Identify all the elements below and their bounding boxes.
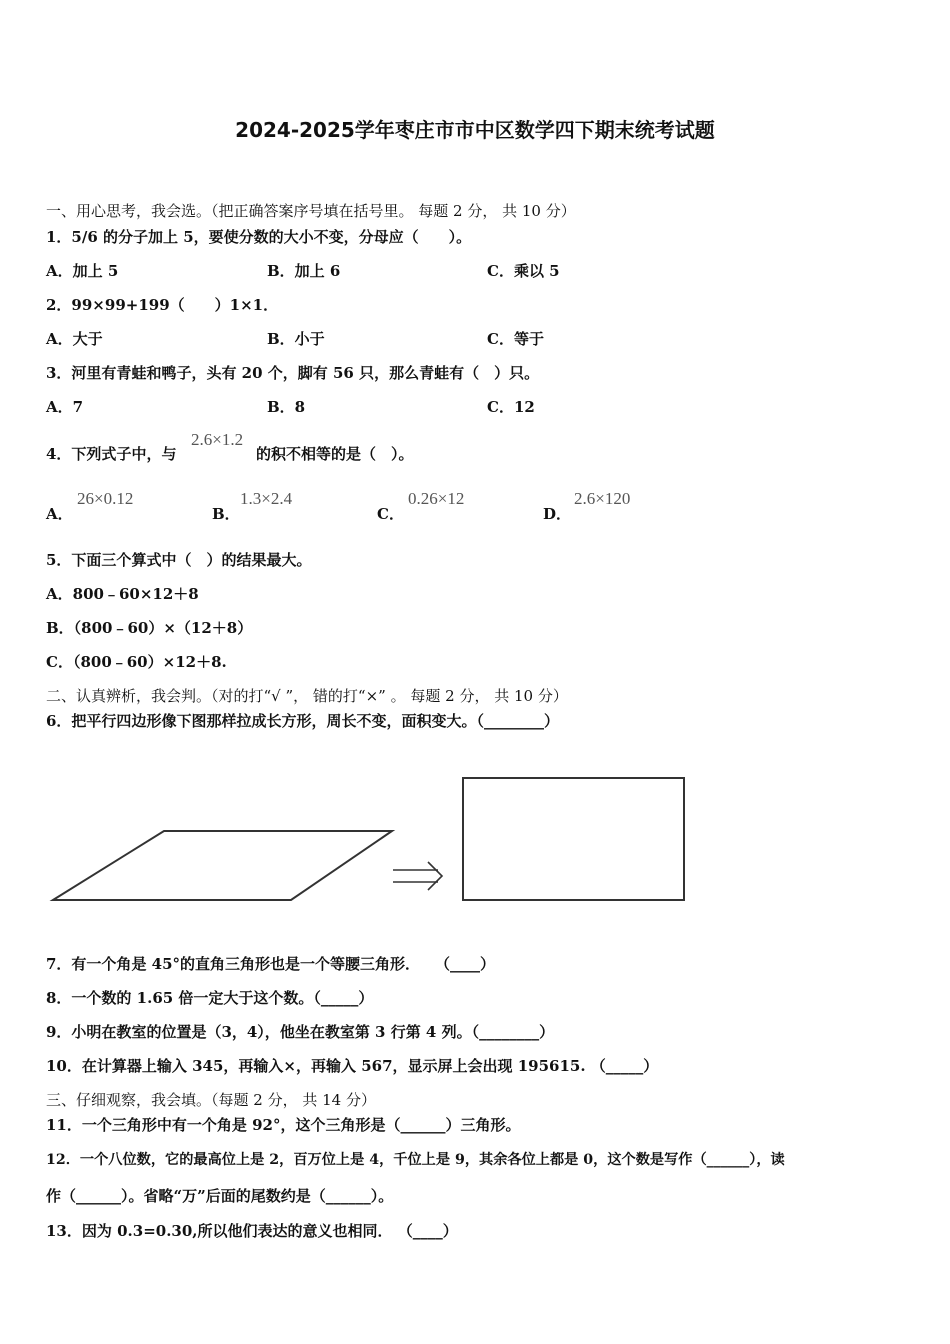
q8-stem: 8．一个数的 1.65 倍一定大于这个数。（_____） bbox=[46, 989, 374, 1007]
q1-option-b: B．加上 6 bbox=[267, 262, 341, 280]
q9-stem: 9．小明在教室的位置是（3，4），他坐在教室第 3 行第 4 列。（________） bbox=[46, 1023, 555, 1041]
section1-header: 一、用心思考，我会选。（把正确答案序号填在括号里。 每题 2 分， 共 10 分） bbox=[46, 202, 576, 220]
section2-header: 二、认真辨析，我会判。（对的打“√ ”， 错的打“×” 。 每题 2 分， 共 10 分） bbox=[46, 687, 568, 705]
page-title: 2024-2025学年枣庄市市中区数学四下期末统考试题 bbox=[235, 118, 715, 142]
q5-option-b: B．（800﹣60）×（12＋8） bbox=[46, 619, 253, 637]
q4-option-d-label: D． bbox=[543, 505, 572, 523]
q5-option-a: A．800﹣60×12＋8 bbox=[46, 585, 199, 603]
q2-stem: 2．99×99+199（ ）1×1． bbox=[46, 296, 279, 314]
q5-option-c: C．（800﹣60）×12＋8. bbox=[46, 653, 227, 671]
q2-option-c: C．等于 bbox=[487, 330, 544, 348]
q3-stem: 3．河里有青蛙和鸭子，头有 20 个，脚有 56 只，那么青蛙有（ ）只。 bbox=[46, 364, 540, 382]
q3-option-a: A．7 bbox=[46, 398, 84, 416]
rectangle-shape bbox=[463, 778, 684, 900]
q10-stem: 10．在计算器上输入 345，再输入×，再输入 567，显示屏上会出现 195615. （_____） bbox=[46, 1057, 659, 1075]
q4-option-c-label: C． bbox=[377, 505, 404, 523]
q3-option-c: C．12 bbox=[487, 398, 535, 416]
q4-option-d-formula: 2.6×120 bbox=[574, 489, 631, 508]
q1-option-a: A．加上 5 bbox=[46, 262, 119, 280]
q4-option-b-formula: 1.3×2.4 bbox=[240, 489, 293, 508]
q11-stem: 11．一个三角形中有一个角是 92°，这个三角形是（______）三角形。 bbox=[46, 1116, 521, 1134]
q3-option-b: B．8 bbox=[267, 398, 306, 416]
q12-stem-line2: 作（______）。省略“万”后面的尾数约是（______）。 bbox=[46, 1187, 394, 1205]
q6-stem: 6．把平行四边形像下图那样拉成长方形，周长不变，面积变大。（________） bbox=[46, 712, 559, 730]
q5-stem: 5．下面三个算式中（ ）的结果最大。 bbox=[46, 551, 312, 569]
q4-stem-pre: 4．下列式子中，与 bbox=[46, 445, 177, 463]
section3-header: 三、仔细观察，我会填。（每题 2 分， 共 14 分） bbox=[46, 1091, 376, 1109]
parallelogram-shape bbox=[53, 831, 392, 900]
double-arrow-icon bbox=[393, 862, 442, 890]
q2-option-b: B．小于 bbox=[267, 330, 325, 348]
q4-option-b-label: B． bbox=[212, 505, 240, 523]
q12-stem-line1: 12．一个八位数，它的最高位上是 2，百万位上是 4，千位上是 9，其余各位上都是 0，这个数是写作（______），读 bbox=[46, 1152, 785, 1168]
q1-option-c: C．乘以 5 bbox=[487, 262, 560, 280]
q4-option-a-formula: 26×0.12 bbox=[77, 489, 134, 508]
q4-option-a-label: A． bbox=[46, 505, 73, 523]
q4-stem-formula: 2.6×1.2 bbox=[191, 430, 244, 449]
q2-option-a: A．大于 bbox=[46, 330, 103, 348]
parallelogram-to-rectangle-figure bbox=[40, 770, 700, 910]
q4-stem-post: 的积不相等的是（ ）。 bbox=[256, 445, 414, 463]
q13-stem: 13．因为 0.3=0.30,所以他们表达的意义也相同． （____） bbox=[46, 1222, 458, 1240]
q1-stem: 1．5/6 的分子加上 5，要使分数的大小不变，分母应（ ）。 bbox=[46, 228, 472, 246]
q7-stem: 7．有一个角是 45°的直角三角形也是一个等腰三角形． （____） bbox=[46, 955, 496, 973]
q4-option-c-formula: 0.26×12 bbox=[408, 489, 465, 508]
